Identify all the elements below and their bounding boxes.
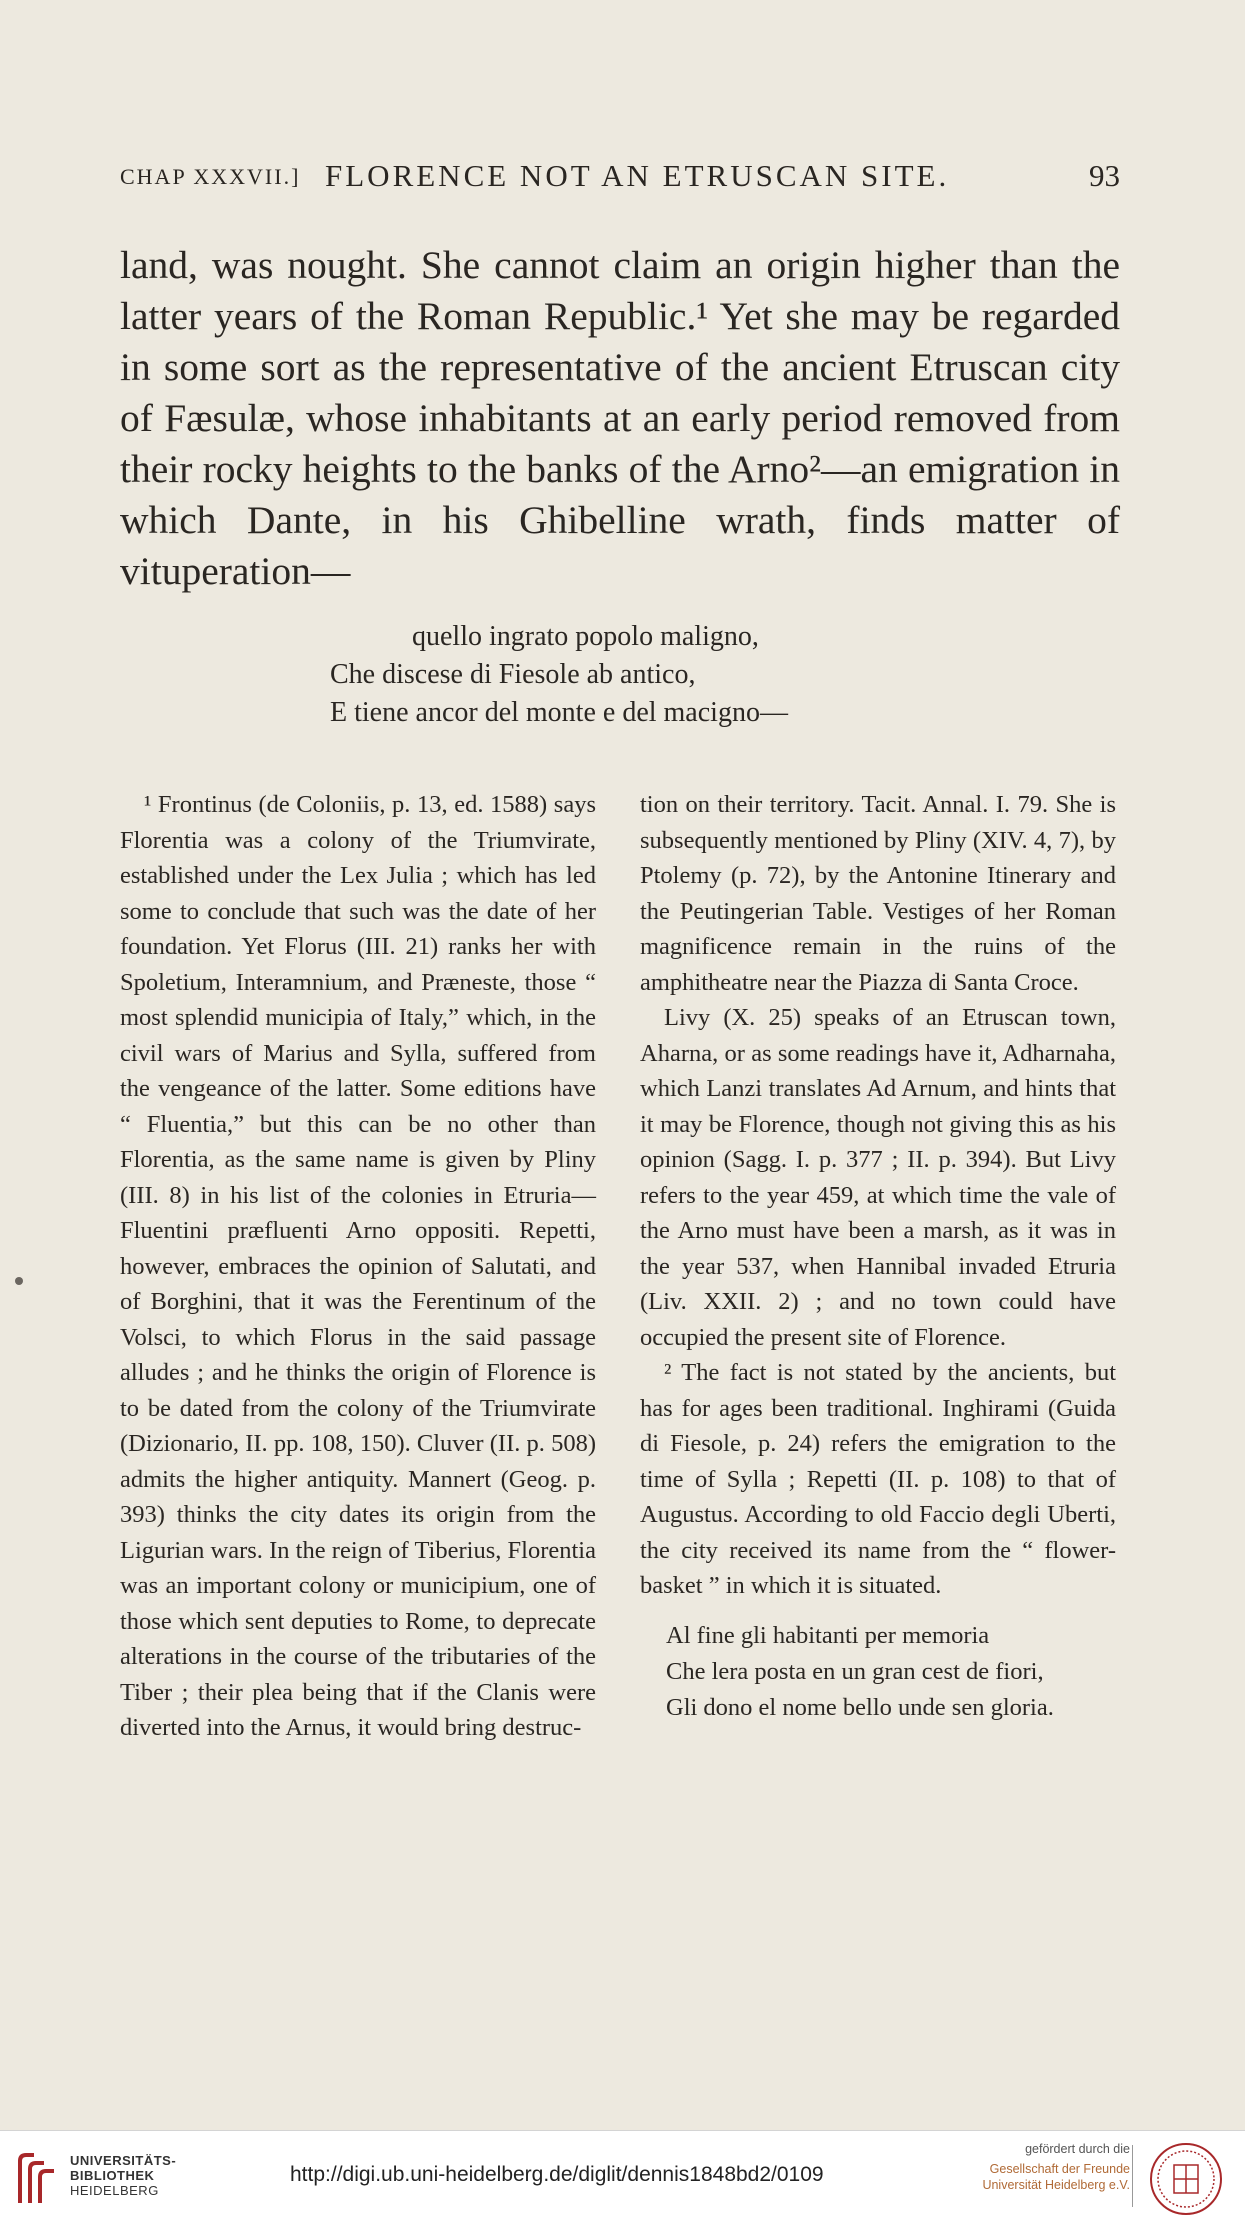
running-header <box>120 158 1120 198</box>
footnotes-right-column <box>640 787 1116 1726</box>
quote-line: Gli dono el nome bello unde sen gloria. <box>666 1693 1054 1721</box>
footer-divider <box>1132 2145 1133 2207</box>
chapter-label: CHAP XXXVII.] <box>120 164 301 189</box>
sponsor-name: Universität Heidelberg e.V. <box>982 2178 1130 2192</box>
footnote-1-livy: Livy (X. 25) speaks of an Etruscan town, Aharna, or as some readings have it, Adharnaha, which Lanzi translates Ad Arnum, and hints that it may be Florence, though not giving this as his opinion (Sagg. I. p. 377 ; II. p. 394). But Livy refers to the year 459, at which time the vale of the Arno must have been a marsh, as it was in the year 537, when Hannibal invaded Etruria (Liv. XXII. 2) ; and no town could have occupied the present site of Florence. <box>640 1004 1116 1351</box>
sponsor-name: Gesellschaft der Freunde <box>989 2162 1130 2176</box>
main-paragraph <box>120 240 1120 597</box>
page-title: FLORENCE NOT AN ETRUSCAN SITE. <box>325 158 950 193</box>
library-name <box>70 2153 176 2198</box>
main-paragraph-text: land, was nought. She cannot claim an origin higher than the latter years of the Roman Republic.¹ Yet she may be regarded in some sort as the representative of the ancient Etruscan city of Fæsulæ, whose inhabitants at an early period removed from their rocky heights to the banks of the Arno²—an emigration in which Dante, in his Ghibelline wrath, finds matter of vituperation— <box>120 243 1120 593</box>
footnote-2: ² The fact is not stated by the ancients, but has for ages been traditional. Inghirami (Guida di Fiesole, p. 24) refers the emigration to the time of Sylla ; Repetti (II. p. 108) to that of Augustus. According to old Faccio degli Uberti, the city received its name from the “ flower-basket ” in which it is situated. <box>640 1359 1116 1599</box>
sponsor-credit <box>960 2141 1130 2193</box>
library-name-line: BIBLIOTHEK <box>70 2168 155 2183</box>
library-name-line: UNIVERSITÄTS- <box>70 2153 177 2168</box>
dante-quotation <box>330 618 930 732</box>
university-seal-icon <box>1148 2141 1224 2217</box>
uberti-quotation <box>640 1618 1116 1726</box>
library-name-line: HEIDELBERG <box>70 2183 159 2198</box>
library-footer <box>0 2130 1245 2221</box>
verse-line: Che discese di Fiesole ab antico, <box>330 659 696 690</box>
page-margin-mark-icon <box>8 1270 30 1292</box>
quote-line: Al fine gli habitanti per memoria <box>666 1621 990 1649</box>
footnotes-left-column <box>120 787 596 1746</box>
page-number: 93 <box>1089 158 1120 193</box>
university-library-logo-icon <box>14 2151 58 2207</box>
footnote-1-continued: tion on their territory. Tacit. Annal. I. 79. She is subsequently mentioned by Pliny (XIV. 4, 7), by Ptolemy (p. 72), by the Antonine Itinerary and the Peutingerian Table. Vestiges of her Roman magnificence remain in the ruins of the amphitheatre near the Piazza di Santa Croce. <box>640 791 1116 996</box>
quote-line: Che lera posta en un gran cest de fiori, <box>666 1657 1044 1685</box>
verse-line: quello ingrato popolo maligno, <box>412 621 759 652</box>
permalink[interactable]: http://digi.ub.uni-heidelberg.de/diglit/dennis1848bd2/0109 <box>290 2163 824 2186</box>
sponsor-intro: gefördert durch die <box>1025 2142 1130 2156</box>
verse-line: E tiene ancor del monte e del macigno— <box>330 697 788 728</box>
footnote-1: ¹ Frontinus (de Coloniis, p. 13, ed. 1588) says Florentia was a colony of the Triumvirate, established under the Lex Julia ; which has led some to conclude that such was the date of her foundation. Yet Florus (III. 21) ranks her with Spoletium, Interamnium, and Præneste, those “ most splendid municipia of Italy,” which, in the civil wars of Marius and Sylla, suffered from the vengeance of the latter. Some editions have “ Fluentia,” but this can be no other than Florentia, as the same name is given by Pliny (III. 8) in his list of the colonies in Etruria—Fluentini præfluenti Arno oppositi. Repetti, however, embraces the opinion of Salutati, and of Borghini, that it was the Ferentinum of the Volsci, to which Florus in the said passage alludes ; and he thinks the origin of Florence is to be dated from the colony of the Triumvirate (Dizionario, II. pp. 108, 150). Cluver (II. p. 508) admits the higher antiquity. Mannert (Geog. p. 393) thinks the city dates its origin from the Ligurian wars. In the reign of Tiberius, Florentia was an important colony or municipium, one of those which sent deputies to Rome, to deprecate alterations in the course of the tributaries of the Tiber ; their plea being that if the Clanis were diverted into the Arnus, it would bring destruc- <box>120 791 596 1741</box>
